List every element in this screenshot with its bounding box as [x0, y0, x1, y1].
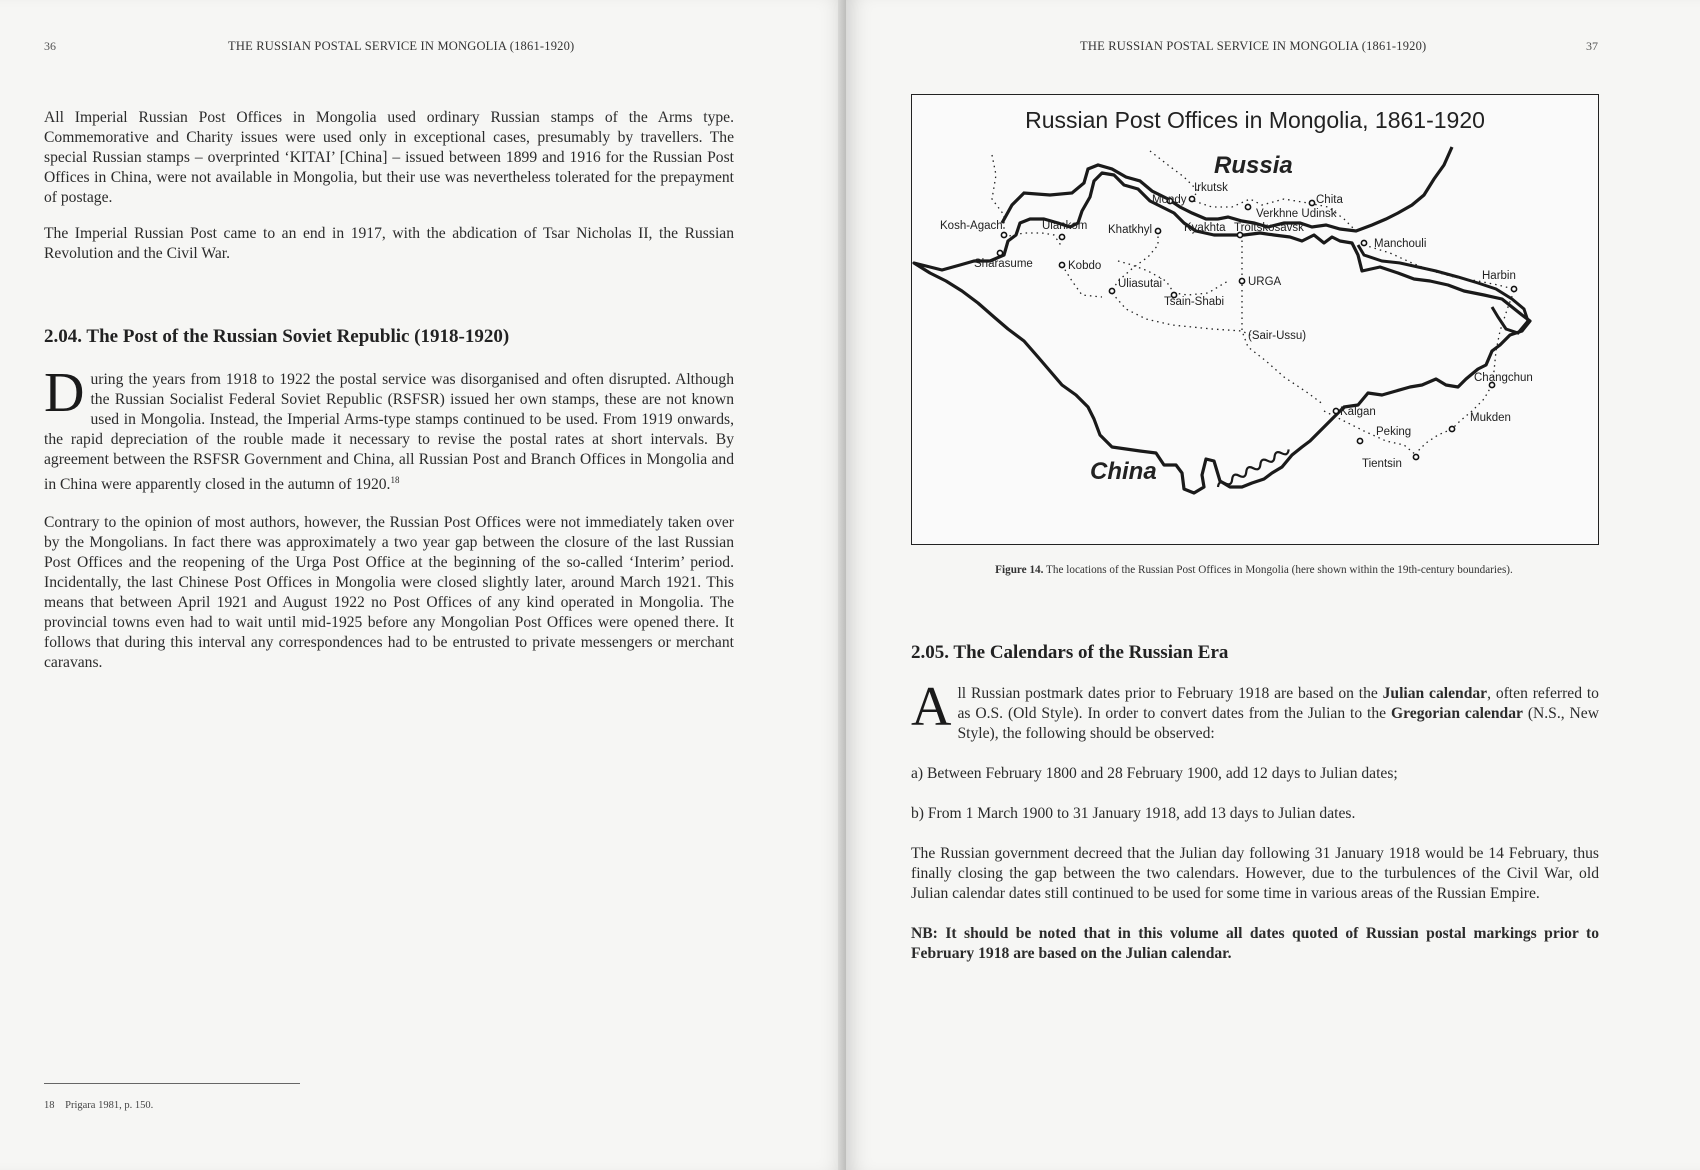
emphasis-julian: Julian calendar	[1382, 685, 1488, 702]
place-label: Verkhne Udinsk	[1256, 208, 1337, 220]
place-label: Uliasutai	[1118, 278, 1163, 290]
drop-cap: D	[44, 362, 85, 424]
place-label: URGA	[1248, 276, 1282, 288]
place-label: Tsain-Shabi	[1164, 296, 1225, 308]
footnote	[44, 1100, 153, 1111]
dropcap-paragraph	[44, 362, 734, 495]
place-label: Harbin	[1482, 270, 1516, 282]
paragraph: The Russian government decreed that the Julian day following 31 January 1918 would be 14 February, thus finally closing the gap between the two calendars. However, due to the turbulences of the Civil War, old Julian calendar dates still continued to be used for some time in various areas of the Russian Empire.	[911, 845, 1599, 902]
place-label: Chita	[1316, 194, 1343, 206]
caption-label: Figure 14.	[995, 564, 1044, 576]
postal-routes	[992, 151, 1514, 455]
page-number: 37	[1586, 39, 1598, 53]
list-item: b) From 1 March 1900 to 31 January 1918, add 13 days to Julian dates.	[911, 805, 1356, 822]
figure-caption	[911, 564, 1597, 576]
footnote-text: Prigara 1981, p. 150.	[65, 1100, 154, 1111]
left-body-top	[44, 108, 734, 280]
paragraph-text: ll Russian postmark dates prior to February 1918 are based on the	[957, 685, 1383, 702]
paragraph-text: , often referred to as O.S. (Old Style). In order to convert dates from the Julian to the	[957, 685, 1599, 722]
left-page	[0, 0, 846, 1170]
place-label: Tientsin	[1362, 458, 1402, 470]
place-label: Kyakhta	[1184, 222, 1226, 234]
paragraph: The Imperial Russian Post came to an end in 1917, with the abdication of Tsar Nicholas II, the Russian Revolution and the Civil War.	[44, 225, 734, 262]
place-label: Ulankom	[1042, 220, 1088, 232]
dropcap-paragraph	[911, 676, 1599, 744]
place-label: Kalgan	[1340, 406, 1376, 418]
map-figure	[911, 94, 1599, 545]
country-label-china: China	[1090, 458, 1157, 485]
page-number: 36	[44, 39, 56, 53]
place-label: Irkutsk	[1194, 182, 1228, 194]
footnote-number: 18	[44, 1100, 55, 1111]
place-label: Peking	[1376, 426, 1412, 438]
paragraph: All Imperial Russian Post Offices in Mongolia used ordinary Russian stamps of the Arms type. Commemorative and Charity issues were used only in exceptional cases, presumably by travellers. The special Russian stamps – overprinted ‘KITAI’ [China] – issued between 1899 and 1916 for the Russian Post Offices in China, were not available in Mongolia, but their use was nevertheless tolerated for the prepayment of postage.	[44, 109, 734, 206]
office-markers	[997, 196, 1516, 459]
caption-text: The locations of the Russian Post Offices in Mongolia (here shown within the 19th-century boundaries).	[1046, 564, 1513, 576]
list-item: a) Between February 1800 and 28 February 1900, add 12 days to Julian dates;	[911, 765, 1398, 782]
section-heading: 2.04. The Post of the Russian Soviet Republic (1918-1920)	[44, 326, 510, 347]
place-label: Kosh-Agach	[940, 220, 1003, 232]
paragraph-text: uring the years from 1918 to 1922 the postal service was disorganised and often disrupted. Although the Russian Socialist Federal Soviet Republic (RSFSR) issued her own stamps, these are not known used in Mongolia. Instead, the Imperial Arms-type stamps continued to be used. From 1919 onwards, the rapid depreciation of the rouble made it necessary to revise the postal rates at short intervals. By agreement between the RSFSR Government and China, all Russian Post and Branch Offices in Mongolia and in China were apparently closed in the autumn of 1920.	[44, 371, 734, 494]
right-body	[911, 676, 1599, 980]
drop-cap: A	[911, 676, 952, 738]
paragraph-text: (N.S., New Style), the following should be observed:	[957, 705, 1599, 742]
manchuria-border	[1358, 245, 1528, 333]
place-label: Sharasume	[974, 258, 1033, 270]
nb-note: NB: It should be noted that in this volume all dates quoted of Russian postal markings prior to February 1918 are based on the Julian calendar.	[911, 925, 1599, 962]
place-label: Changchun	[1474, 372, 1533, 384]
place-label: (Sair-Ussu)	[1248, 330, 1307, 342]
place-label: Manchouli	[1374, 238, 1427, 250]
place-label: Kobdo	[1068, 260, 1102, 272]
section-heading: 2.05. The Calendars of the Russian Era	[911, 642, 1229, 663]
place-label: Mondy	[1152, 194, 1187, 206]
left-body-bottom	[44, 362, 734, 689]
map-graphic	[912, 95, 1598, 544]
emphasis-gregorian: Gregorian calendar	[1391, 705, 1523, 722]
place-label: Troitskosavsk	[1234, 222, 1304, 234]
running-head: THE RUSSIAN POSTAL SERVICE IN MONGOLIA (1861-1920)	[1080, 39, 1427, 53]
running-head: THE RUSSIAN POSTAL SERVICE IN MONGOLIA (1861-1920)	[228, 39, 575, 53]
paragraph: Contrary to the opinion of most authors, however, the Russian Post Offices were not immediately taken over by the Mongolians. In fact there was approximately a two year gap between the closure of the last Russian Post Offices and the reopening of the Urga Post Office at the beginning of the so-called ‘Interim’ period. Incidentally, the last Chinese Post Offices in Mongolia were closed slightly later, around March 1921. This means that between April 1921 and August 1922 no Post Offices of any kind operated in Mongolia. The provincial towns even had to wait until mid-1925 before any Mongolian Post Offices were opened there. It follows that during this interval any correspondences had to be entrusted to private messengers or merchant caravans.	[44, 514, 734, 672]
mongolia-border	[914, 173, 1530, 493]
map-title: Russian Post Offices in Mongolia, 1861-1920	[1025, 107, 1485, 133]
place-label: Khatkhyl	[1108, 224, 1153, 236]
country-label-russia: Russia	[1214, 152, 1293, 179]
place-label: Mukden	[1470, 412, 1511, 424]
footnote-rule	[44, 1083, 300, 1084]
footnote-reference: 18	[390, 475, 400, 485]
